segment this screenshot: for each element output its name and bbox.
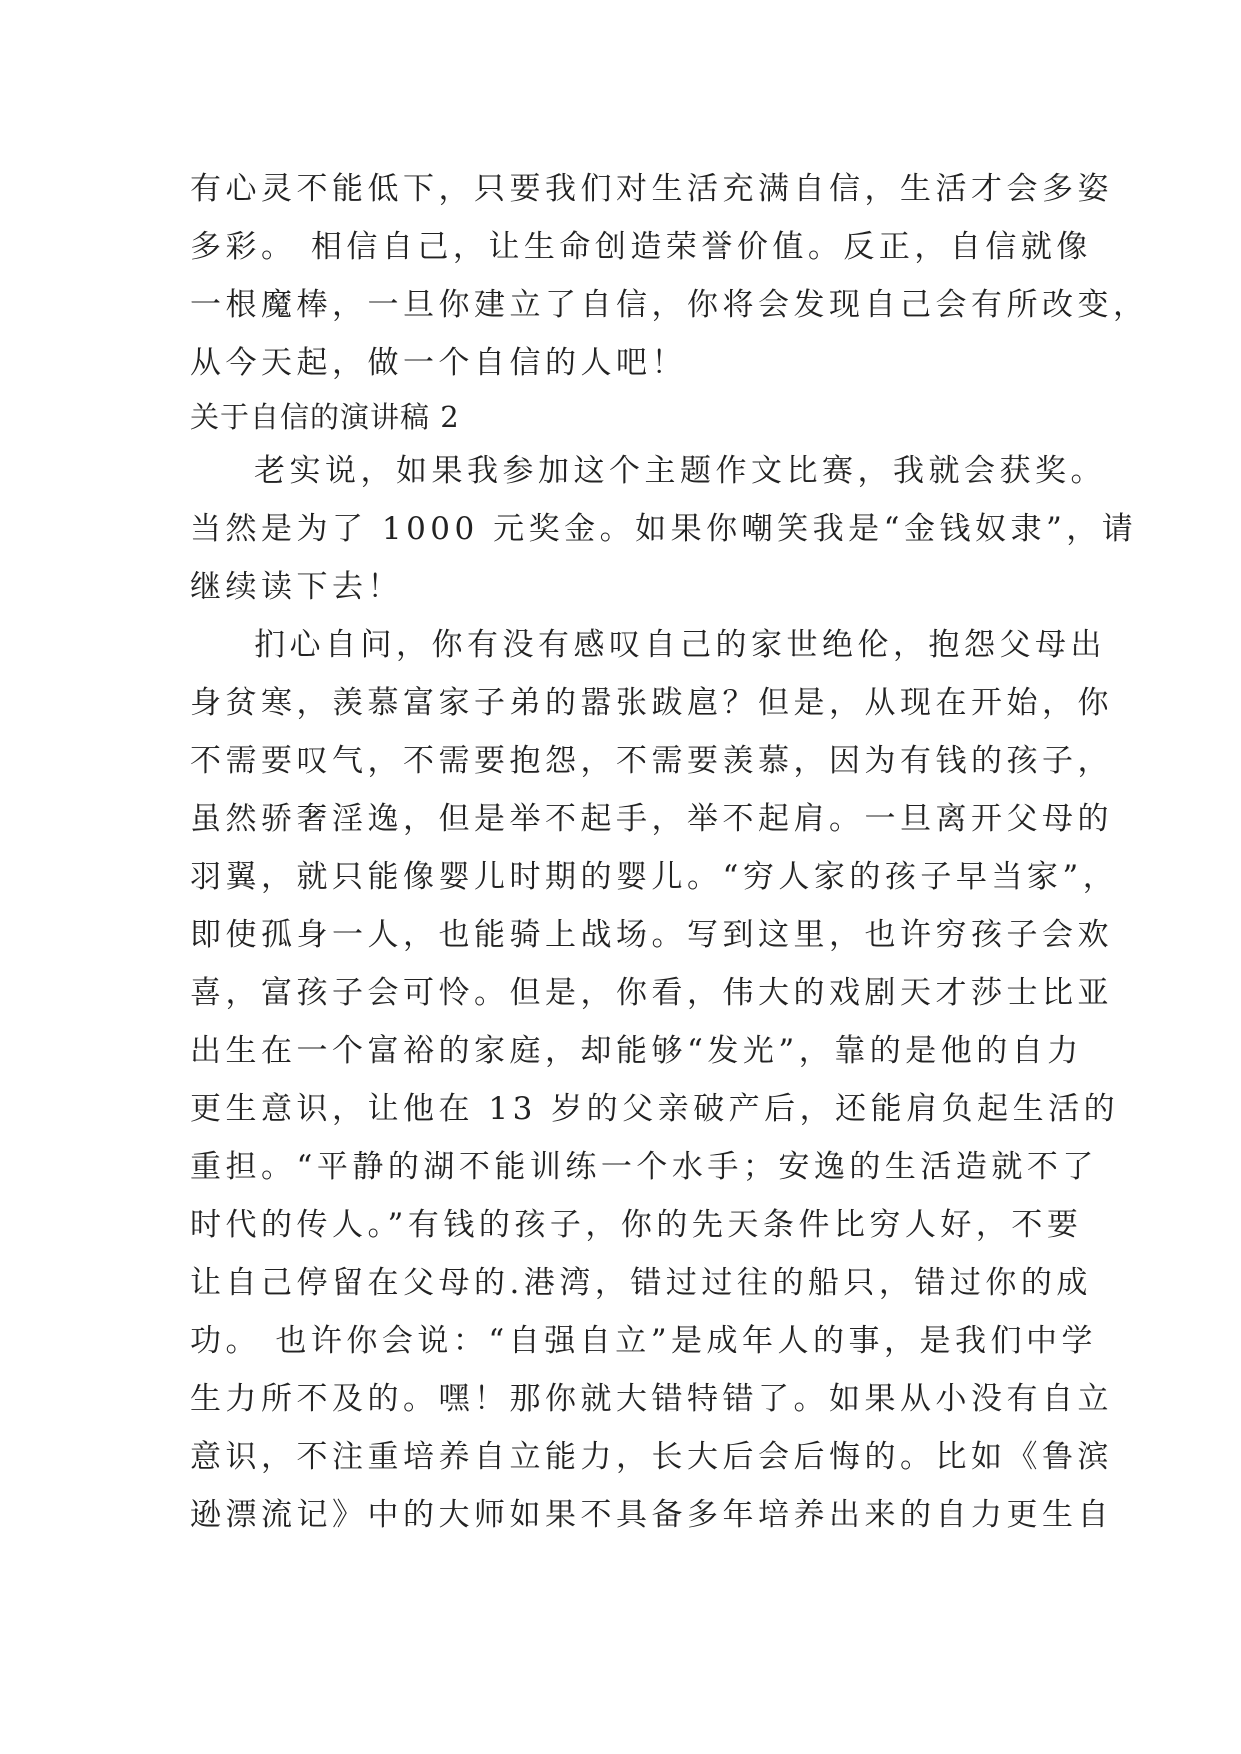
text-line: 不需要叹气，不需要抱怨，不需要羡慕，因为有钱的孩子，	[190, 743, 1113, 779]
text-line: 多彩。 相信自己，让生命创造荣誉价值。反正，自信就像	[190, 229, 1092, 265]
text-line: 老实说，如果我参加这个主题作文比赛，我就会获奖。	[254, 453, 1106, 489]
text-line: 当然是为了 1000 元奖金。如果你嘲笑我是“金钱奴隶”，请	[190, 511, 1138, 547]
text-line: 从今天起，做一个自信的人吧！	[190, 345, 687, 381]
text-line: 扪心自问，你有没有感叹自己的家世绝伦，抱怨父母出	[254, 627, 1106, 663]
text-line: 逊漂流记》中的大师如果不具备多年培养出来的自力更生自	[190, 1497, 1113, 1533]
text-line: 重担。“平静的湖不能训练一个水手；安逸的生活造就不了	[190, 1149, 1098, 1185]
text-line: 即使孤身一人，也能骑上战场。写到这里，也许穷孩子会欢	[190, 917, 1113, 953]
text-line: 出生在一个富裕的家庭，却能够“发光”，靠的是他的自力	[190, 1033, 1083, 1069]
text-line: 让自己停留在父母的.港湾，错过过往的船只，错过你的成	[190, 1265, 1092, 1301]
section-heading: 关于自信的演讲稿 2	[190, 400, 460, 434]
text-line: 功。 也许你会说：“自强自立”是成年人的事，是我们中学	[190, 1323, 1098, 1359]
text-line: 更生意识，让他在 13 岁的父亲破产后，还能肩负起生活的	[190, 1091, 1120, 1127]
text-line: 时代的传人。”有钱的孩子，你的先天条件比穷人好，不要	[190, 1207, 1083, 1243]
text-line: 继续读下去！	[190, 569, 403, 605]
text-line: 身贫寒，羡慕富家子弟的嚣张跋扈？但是，从现在开始，你	[190, 685, 1113, 721]
text-line: 一根魔棒，一旦你建立了自信，你将会发现自己会有所改变，	[190, 287, 1149, 323]
document-body	[190, 160, 1149, 1544]
text-line: 生力所不及的。嘿！那你就大错特错了。如果从小没有自立	[190, 1381, 1113, 1417]
text-line: 喜，富孩子会可怜。但是，你看，伟大的戏剧天才莎士比亚	[190, 975, 1113, 1011]
text-line: 羽翼，就只能像婴儿时期的婴儿。“穷人家的孩子早当家”，	[190, 859, 1119, 895]
text-line: 虽然骄奢淫逸，但是举不起手，举不起肩。一旦离开父母的	[190, 801, 1113, 837]
text-line: 意识，不注重培养自立能力，长大后会后悔的。比如《鲁滨	[190, 1439, 1113, 1475]
text-line: 有心灵不能低下，只要我们对生活充满自信，生活才会多姿	[190, 171, 1113, 207]
